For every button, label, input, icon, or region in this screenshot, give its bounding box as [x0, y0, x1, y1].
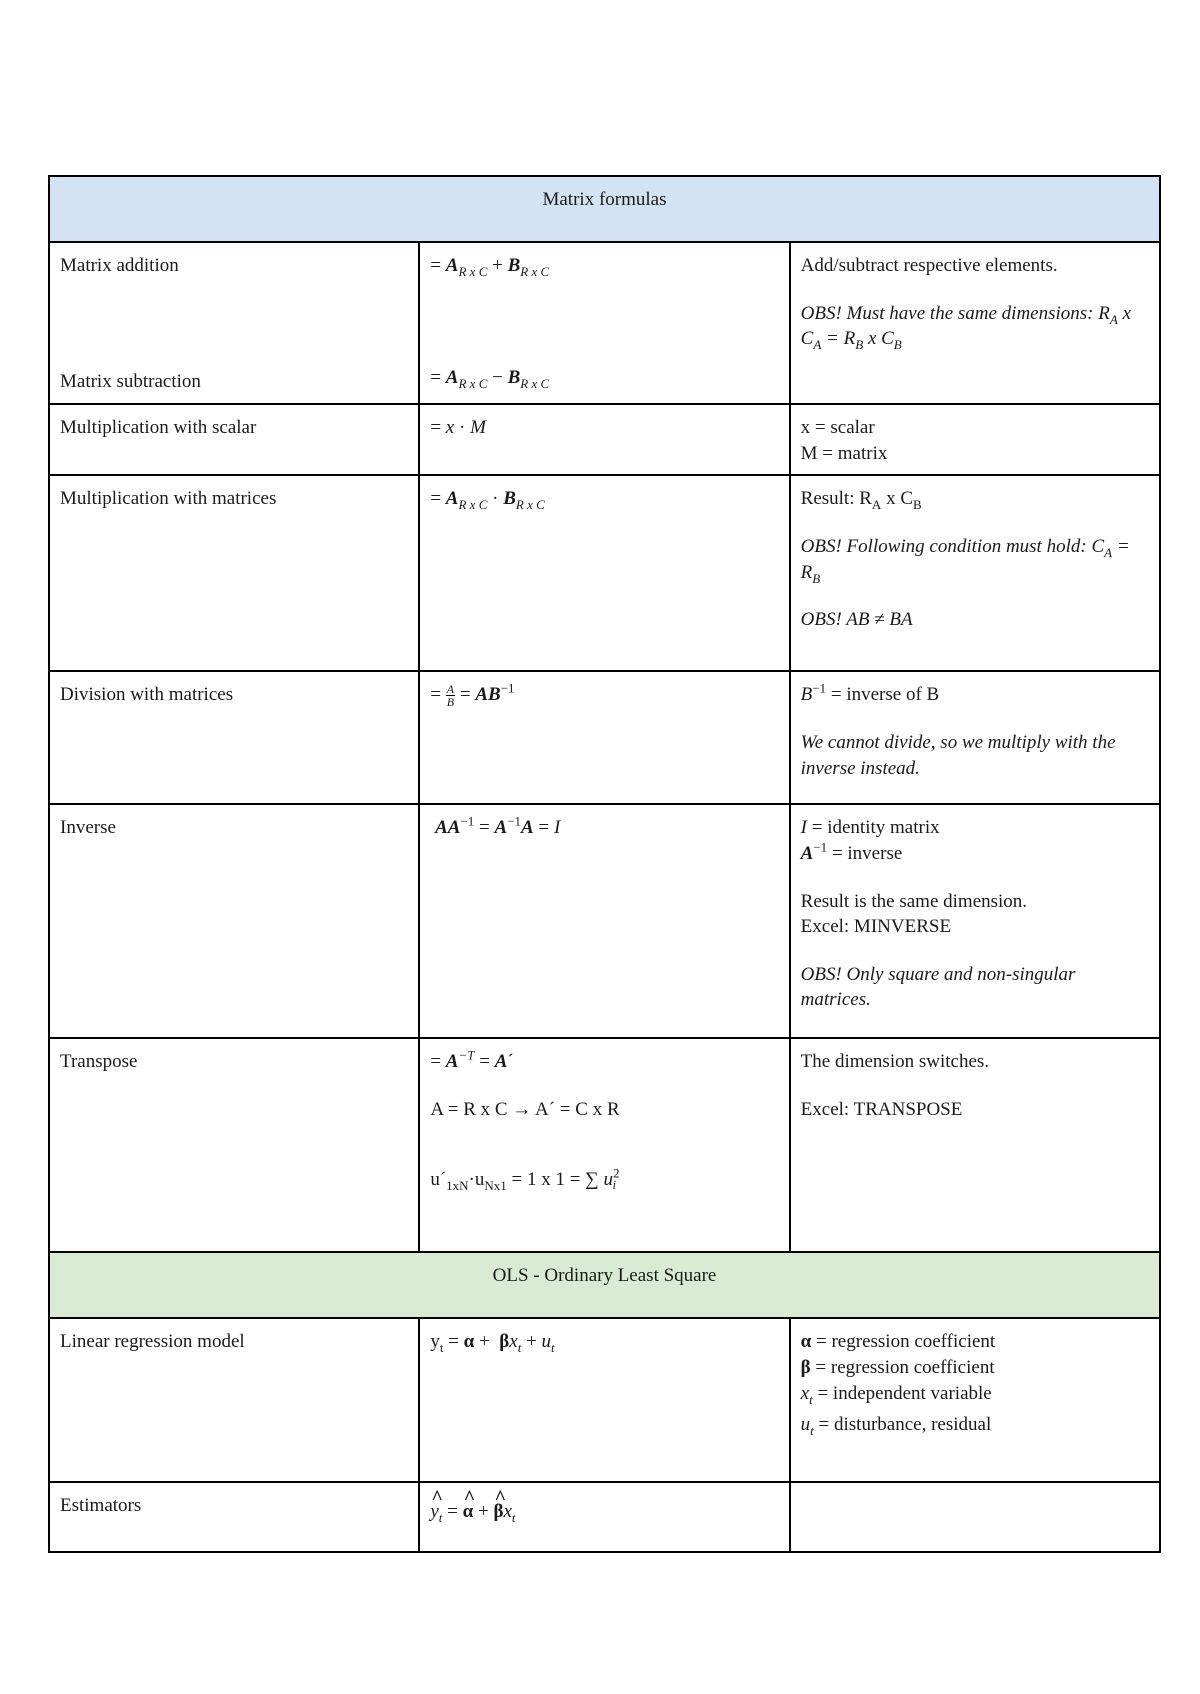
note-cell — [790, 475, 1160, 671]
formula-scalar: = x · M — [419, 404, 789, 475]
table-row — [49, 804, 1160, 1038]
row-name-division: Division with matrices — [49, 671, 419, 804]
obs-note: We cannot divide, so we multiply with the inverse instead. — [800, 731, 1116, 779]
formula-transpose-dims: A = R x C → A´ = C x R — [430, 1098, 620, 1120]
note-text: The dimension switches. — [800, 1051, 990, 1073]
note-text: $A^{-1}$ = inverse — [800, 839, 903, 864]
formula-addition: = $A_{R x C} + B_{R x C}$ — [430, 255, 550, 279]
note-cell — [790, 242, 1160, 404]
note-text: Result: $R_A$ x $C_B$ — [800, 488, 922, 513]
table-row — [49, 242, 1160, 404]
formula-subtraction: = $A_{R x C} - B_{R x C}$ — [430, 367, 550, 392]
row-name-mult: Multiplication with matrices — [49, 475, 419, 671]
note-cell — [790, 1038, 1160, 1252]
note-text: Add/subtract respective elements. — [800, 255, 1058, 276]
obs-note: OBS! Only square and non-singular matrices. — [800, 963, 1076, 1011]
row-name-inverse: Inverse — [49, 804, 419, 1038]
note-text: Result is the same dimension. — [800, 890, 1028, 912]
row-name-subtraction: Matrix subtraction — [60, 371, 201, 393]
row-name-cell — [49, 242, 419, 404]
row-name-linear: Linear regression model — [49, 1318, 419, 1482]
row-name-estimators: Estimators — [49, 1482, 419, 1552]
ols-header-row — [49, 1252, 1160, 1318]
matrix-formulas-header: Matrix formulas — [49, 176, 1160, 242]
note-text: x = scalar — [800, 417, 875, 438]
note-text: $B^{-1}$ = inverse of B — [800, 680, 940, 706]
formula-division: = $\frac{A}{B}$ = $AB^{-1}$ — [419, 671, 789, 804]
formula-linear: $y_t = \alpha + \beta x_t + u_t$ — [419, 1318, 789, 1482]
note-text: α = regression coefficient — [800, 1331, 996, 1353]
obs-note: OBS! Must have the same dimensions: $R_A$ x $C_A = R_B$ x $C_B$ — [800, 302, 1132, 353]
empty-note-cell — [790, 1482, 1160, 1552]
note-cell — [790, 671, 1160, 804]
table-row — [49, 1318, 1160, 1482]
formula-inverse: $AA^{-1} = A^{-1}A = I$ — [419, 804, 789, 1038]
row-name-scalar: Multiplication with scalar — [49, 404, 419, 475]
table-row — [49, 475, 1160, 671]
note-text: Excel: MINVERSE — [800, 916, 952, 938]
note-text: M = matrix — [800, 442, 888, 464]
row-name-addition: Matrix addition — [60, 255, 179, 276]
obs-note: OBS! Following condition must hold: $C_A = R_B$ — [800, 535, 1130, 586]
note-text: Excel: TRANSPOSE — [800, 1098, 963, 1120]
table-row — [49, 404, 1160, 475]
note-text: $u_t$ = disturbance, residual — [800, 1414, 992, 1438]
note-cell — [790, 404, 1160, 475]
note-text: I = identity matrix — [800, 817, 940, 839]
note-cell — [790, 1318, 1160, 1482]
obs-note: OBS! AB ≠ BA — [800, 609, 913, 631]
formula-table — [48, 175, 1161, 1553]
formula-transpose-sum: $u´_{1xN}\cdot u_{Nx1} = 1$ x 1 = ∑ $u^2_i$ — [430, 1165, 620, 1193]
formula-estimators: ^ $y_t$ = ^ α + ^ $\beta x_t$ — [419, 1482, 789, 1552]
table-row — [49, 671, 1160, 804]
matrix-header-row — [49, 176, 1160, 242]
formula-mult: = $A_{R x C} \cdot B_{R x C}$ — [419, 475, 789, 671]
ols-header: OLS - Ordinary Least Square — [49, 1252, 1160, 1318]
formula-cell — [419, 1038, 789, 1252]
row-name-transpose: Transpose — [49, 1038, 419, 1252]
table-row — [49, 1482, 1160, 1552]
note-text: $x_t$ = independent variable — [800, 1382, 992, 1407]
note-cell — [790, 804, 1160, 1038]
note-text: β = regression coefficient — [800, 1356, 995, 1378]
formula-transpose: = $A^{-T}$ = A´ — [430, 1047, 514, 1073]
table-row — [49, 1038, 1160, 1252]
formula-cell — [419, 242, 789, 404]
